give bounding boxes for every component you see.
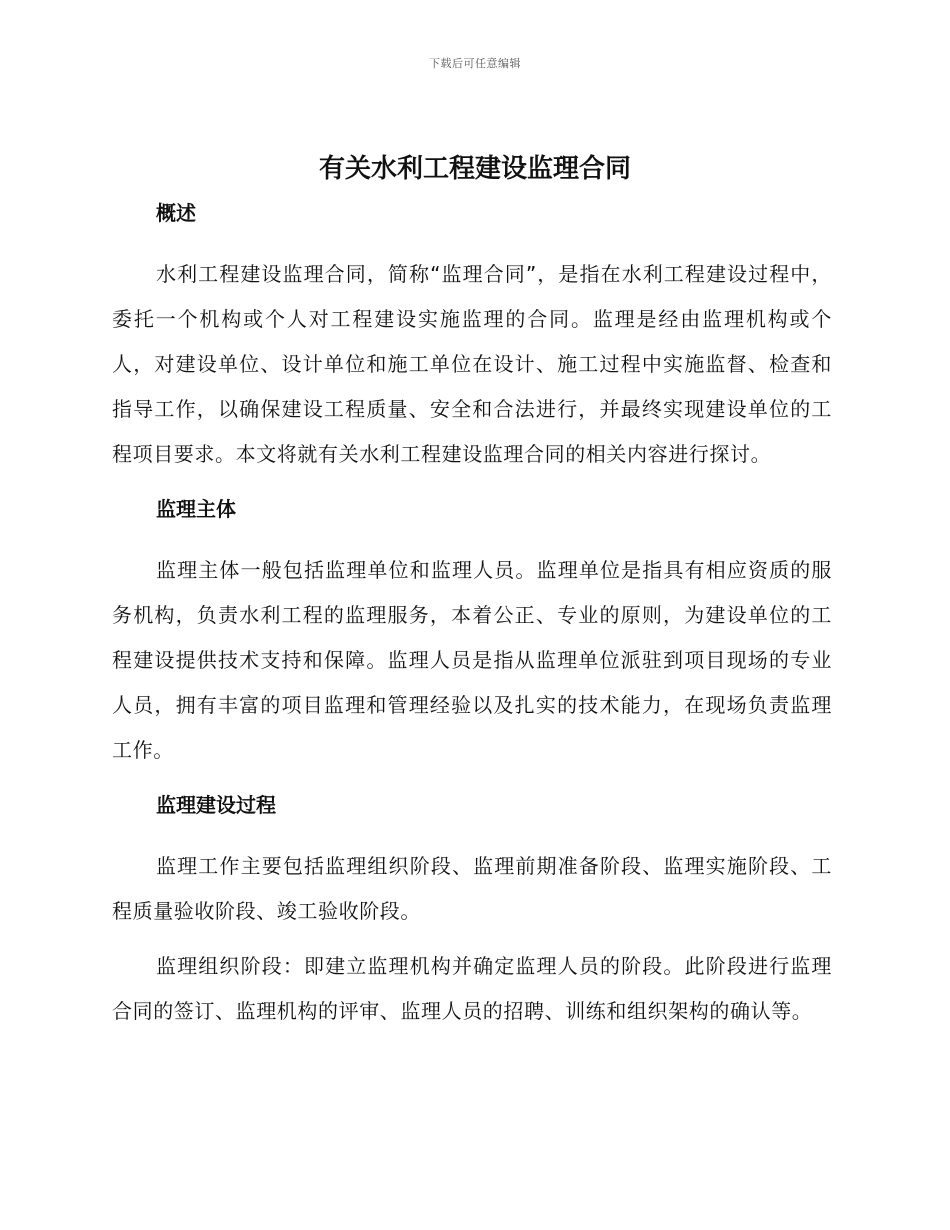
section-heading-supervision-subject: 监理主体 — [156, 497, 236, 521]
page-header-note: 下载后可任意编辑 — [429, 57, 521, 70]
paragraph-supervision-stages: 监理工作主要包括监理组织阶段、监理前期准备阶段、监理实施阶段、工程质量验收阶段、竣工验收阶段。 — [112, 854, 832, 923]
paragraph-overview: 水利工程建设监理合同，简称“监理合同”，是指在水利工程建设过程中，委托一个机构或个人对工程建设实施监理的合同。监理是经由监理机构或个人，对建设单位、设计单位和施工单位在设计、施工过程中实施监督、检查和指导工作，以确保建设工程质量、安全和合法进行，并最终实现建设单位的工程项目要求。本文将就有关水利工程建设监理合同的相关内容进行探讨。 — [112, 262, 832, 466]
section-heading-overview: 概述 — [156, 201, 196, 225]
paragraph-organization-stage: 监理组织阶段：即建立监理机构并确定监理人员的阶段。此阶段进行监理合同的签订、监理机构的评审、监理人员的招聘、训练和组织架构的确认等。 — [112, 954, 832, 1023]
document-body — [112, 196, 832, 1034]
document-title: 有关水利工程建设监理合同 — [318, 154, 631, 184]
paragraph-supervision-subject: 监理主体一般包括监理单位和监理人员。监理单位是指具有相应资质的服务机构，负责水利工程的监理服务，本着公正、专业的原则，为建设单位的工程建设提供技术支持和保障。监理人员是指从监理单位派驻到项目现场的专业人员，拥有丰富的项目监理和管理经验以及扎实的技术能力，在现场负责监理工作。 — [112, 558, 832, 762]
section-heading-supervision-process: 监理建设过程 — [156, 793, 276, 817]
